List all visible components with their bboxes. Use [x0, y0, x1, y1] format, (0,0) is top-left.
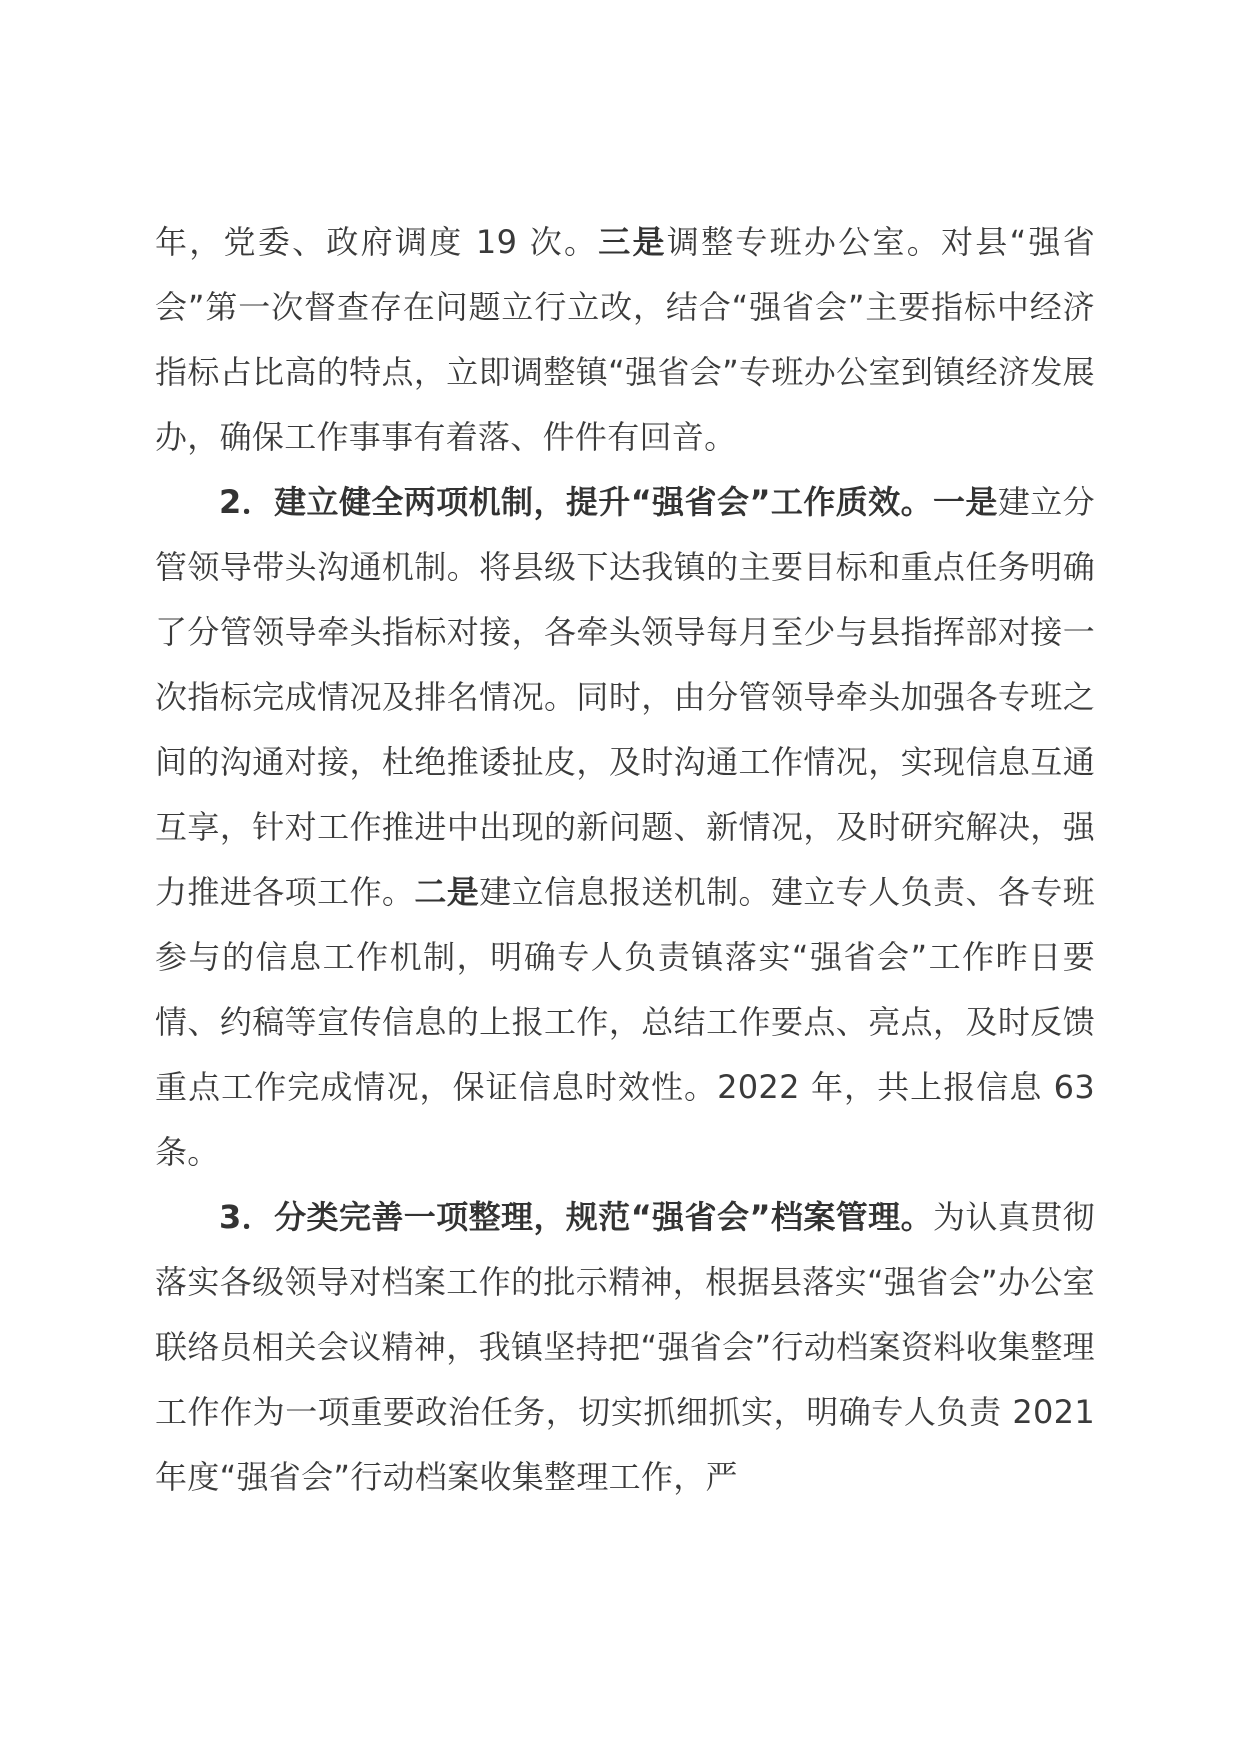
text-run: 建立信息报送机制。建立专人负责、各专班参与的信息工作机制，明确专人负责镇落实“强省会”工作昨日要情、约稿等宣传信息的上报工作，总结工作要点、亮点，及时反馈重点工作完成情况，保证信息时效性。2022 年，共上报信息 63 条。 [155, 873, 1095, 1171]
paragraph-3 [155, 1185, 1095, 1510]
bold-run: 一是 [933, 483, 998, 521]
paragraph-2 [155, 470, 1095, 1185]
text-run: 建立分管领导带头沟通机制。将县级下达我镇的主要目标和重点任务明确了分管领导牵头指标对接，各牵头领导每月至少与县指挥部对接一次指标完成情况及排名情况。同时，由分管领导牵头加强各专班之间的沟通对接，杜绝推诿扯皮，及时沟通工作情况，实现信息互通互享，针对工作推进中出现的新问题、新情况，及时研究解决，强力推进各项工作。 [155, 483, 1095, 911]
bold-run: 三是 [598, 223, 667, 261]
text-run: 调整专班办公室。对县“强省会”第一次督查存在问题立行立改，结合“强省会”主要指标中经济指标占比高的特点，立即调整镇“强省会”专班办公室到镇经济发展办，确保工作事事有着落、件件有回音。 [155, 223, 1095, 456]
text-run: 年，党委、政府调度 19 次。 [155, 223, 599, 261]
bold-run: 二是 [414, 873, 480, 911]
text-run: 为认真贯彻落实各级领导对档案工作的批示精神，根据县落实“强省会”办公室联络员相关会议精神，我镇坚持把“强省会”行动档案资料收集整理工作作为一项重要政治任务，切实抓细抓实，明确专人负责 2021 年度“强省会”行动档案收集整理工作，严 [155, 1198, 1095, 1496]
paragraph-1 [155, 210, 1095, 470]
section-heading: 2．建立健全两项机制，提升“强省会”工作质效。 [219, 483, 933, 521]
document-page [155, 210, 1095, 1510]
section-heading: 3．分类完善一项整理，规范“强省会”档案管理。 [219, 1198, 933, 1236]
